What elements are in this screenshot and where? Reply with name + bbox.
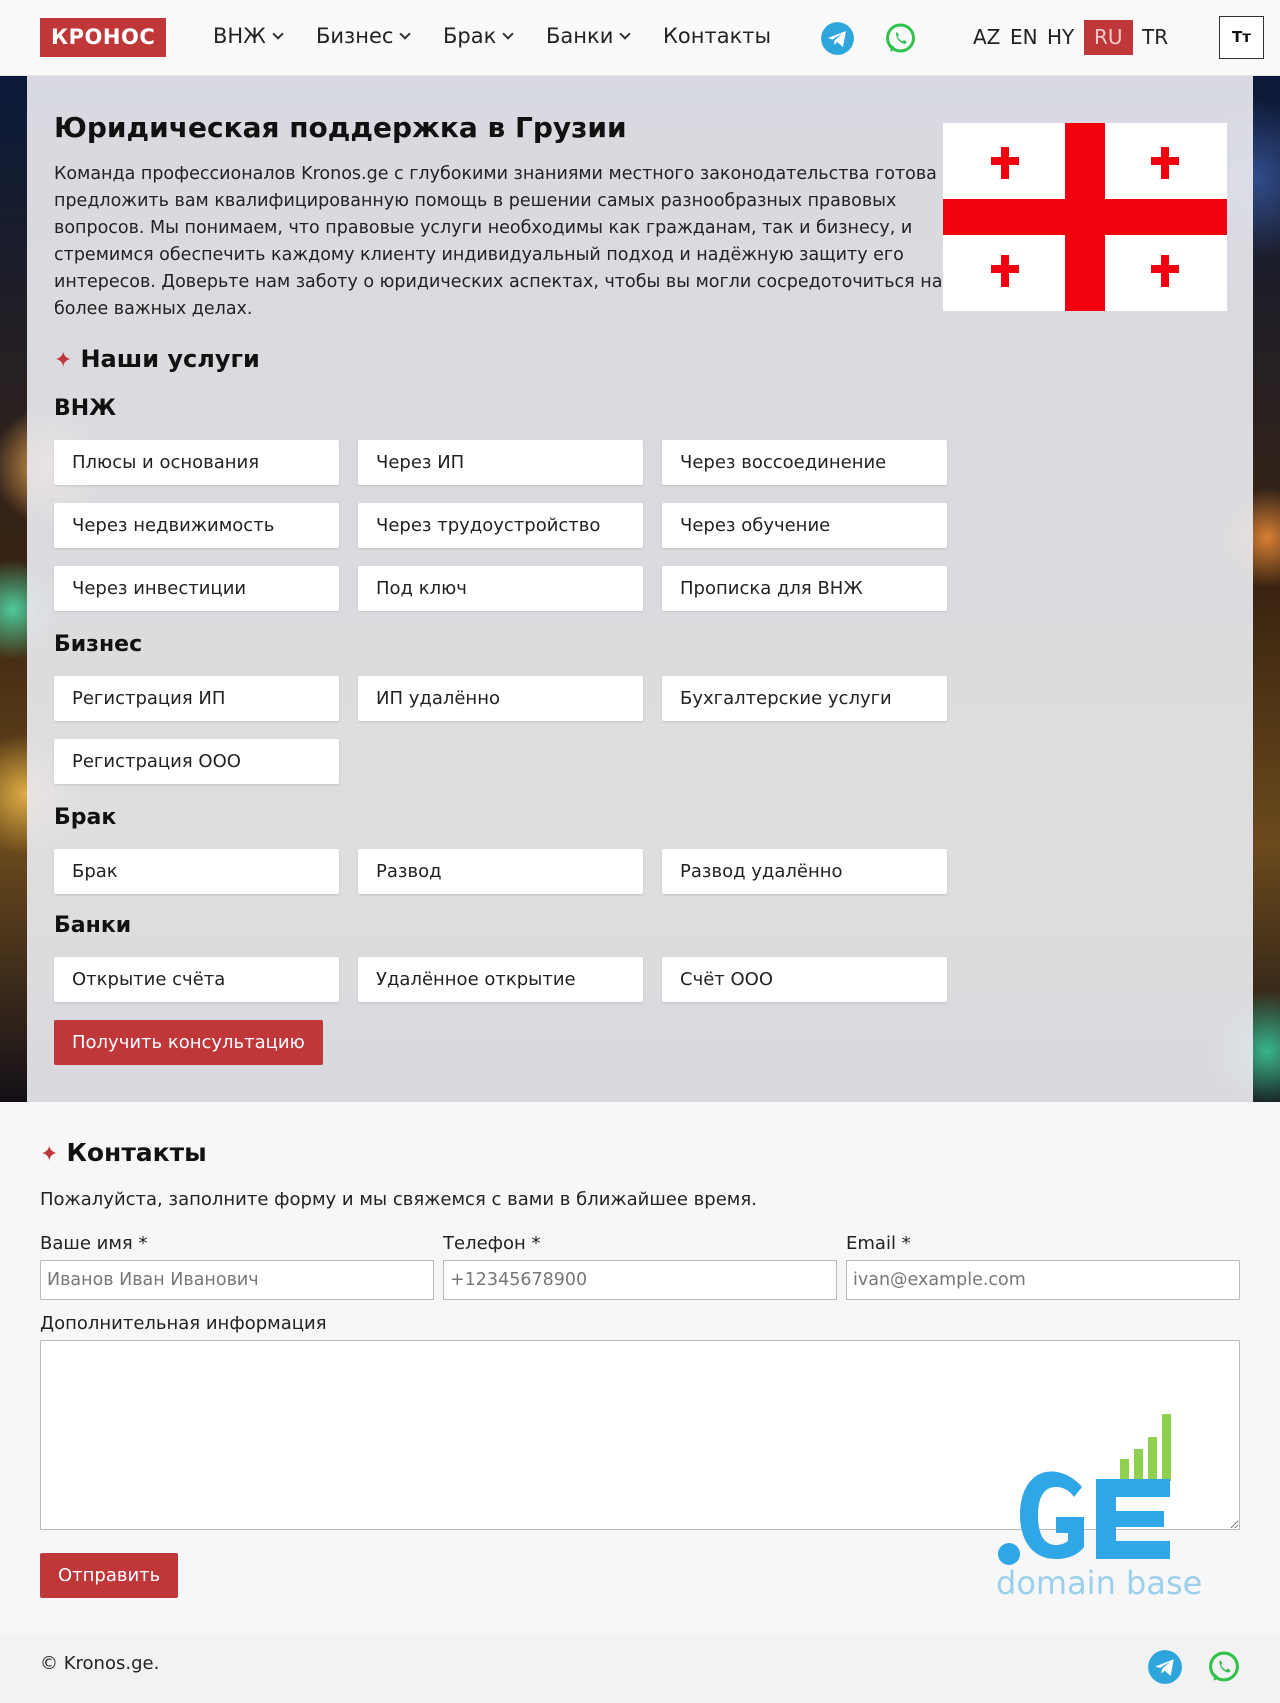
nav-vnzh-label: ВНЖ [213,24,266,48]
name-input[interactable] [40,1260,434,1300]
sparkle-icon: ✦ [40,1142,59,1167]
hero-section [0,76,1280,1102]
sparkle-icon: ✦ [54,348,73,373]
category-title-marriage: Брак [54,805,117,830]
contacts-description: Пожалуйста, заполните форму и мы свяжемся с вами в ближайшее время. [40,1189,757,1210]
phone-label: Телефон * [443,1233,541,1254]
services-heading [54,345,260,373]
nav-business-label: Бизнес [316,24,394,48]
nav-contacts[interactable] [663,24,771,48]
intro-text: Команда профессионалов Kronos.ge с глубокими знаниями местного законодательства готова предложить вам квалифицированную помощь в решении самых разнообразных правовых вопросов. Мы понимаем, что правовые услуги необходимы как гражданам, так и бизнесу, и стремимся обеспечить каждому клиенту индивидуальный подход и надёжную защиту его интересов. Доверьте нам заботу о юридических аспектах, чтобы вы могли сосредоточиться на более важных делах. [54,164,943,319]
lang-az[interactable]: AZ [973,25,1001,49]
service-button[interactable]: Регистрация ООО [54,739,339,784]
whatsapp-icon[interactable] [884,22,917,55]
service-button[interactable]: Через обучение [662,503,947,548]
nav-marriage-label: Брак [443,24,497,48]
nav-business[interactable] [316,24,409,48]
service-button[interactable]: Через инвестиции [54,566,339,611]
service-button[interactable]: Плюсы и основания [54,440,339,485]
service-button[interactable]: Регистрация ИП [54,676,339,721]
service-button[interactable]: Бухгалтерские услуги [662,676,947,721]
lang-hy[interactable]: HY [1047,25,1075,49]
service-button[interactable]: Прописка для ВНЖ [662,566,947,611]
contacts-section [0,1102,1280,1633]
service-button[interactable]: Развод удалённо [662,849,947,894]
lang-tr[interactable]: TR [1142,25,1169,49]
email-input[interactable] [846,1260,1240,1300]
contacts-heading [40,1138,207,1167]
chevron-down-icon [272,28,283,39]
georgia-flag-image [943,123,1227,311]
copyright: © Kronos.ge. [40,1653,160,1674]
site-footer [0,1633,1280,1703]
email-label: Email * [846,1233,911,1254]
nav-banks[interactable] [546,24,629,48]
service-button[interactable]: Развод [358,849,643,894]
telegram-icon[interactable] [1148,1650,1182,1684]
phone-input[interactable] [443,1260,837,1300]
service-button[interactable]: Брак [54,849,339,894]
service-button[interactable]: Открытие счёта [54,957,339,1002]
service-button[interactable]: Счёт ООО [662,957,947,1002]
contacts-heading-label: Контакты [66,1138,207,1167]
service-button[interactable]: Под ключ [358,566,643,611]
page-title: Юридическая поддержка в Грузии [54,111,627,144]
service-button[interactable]: Через ИП [358,440,643,485]
extra-info-label: Дополнительная информация [40,1313,327,1334]
lang-ru[interactable]: RU [1084,20,1133,55]
nav-banks-label: Банки [546,24,614,48]
service-button[interactable]: Через недвижимость [54,503,339,548]
get-consultation-button[interactable]: Получить консультацию [54,1020,323,1065]
services-heading-label: Наши услуги [80,345,260,373]
chevron-down-icon [400,28,411,39]
service-button[interactable]: Через воссоединение [662,440,947,485]
ge-domain-caption: domain base [996,1564,1203,1602]
chevron-down-icon [620,28,631,39]
site-header [0,0,1280,76]
chevron-down-icon [503,28,514,39]
font-size-toggle-button[interactable]: Тт [1219,16,1264,59]
service-button[interactable]: Через трудоустройство [358,503,643,548]
hero-panel [27,76,1253,1102]
category-title-banks: Банки [54,913,132,938]
nav-marriage[interactable] [443,24,512,48]
nav-contacts-label: Контакты [663,24,772,48]
telegram-icon[interactable] [821,22,854,55]
service-button[interactable]: Удалённое открытие [358,957,643,1002]
nav-vnzh[interactable] [213,24,282,48]
submit-button[interactable]: Отправить [40,1553,178,1598]
lang-en[interactable]: EN [1010,25,1038,49]
category-title-business: Бизнес [54,632,143,657]
category-title-vnzh: ВНЖ [54,396,117,421]
service-button[interactable]: ИП удалённо [358,676,643,721]
whatsapp-icon[interactable] [1207,1650,1241,1684]
name-label: Ваше имя * [40,1233,148,1254]
logo[interactable]: КРОНОС [40,18,166,57]
